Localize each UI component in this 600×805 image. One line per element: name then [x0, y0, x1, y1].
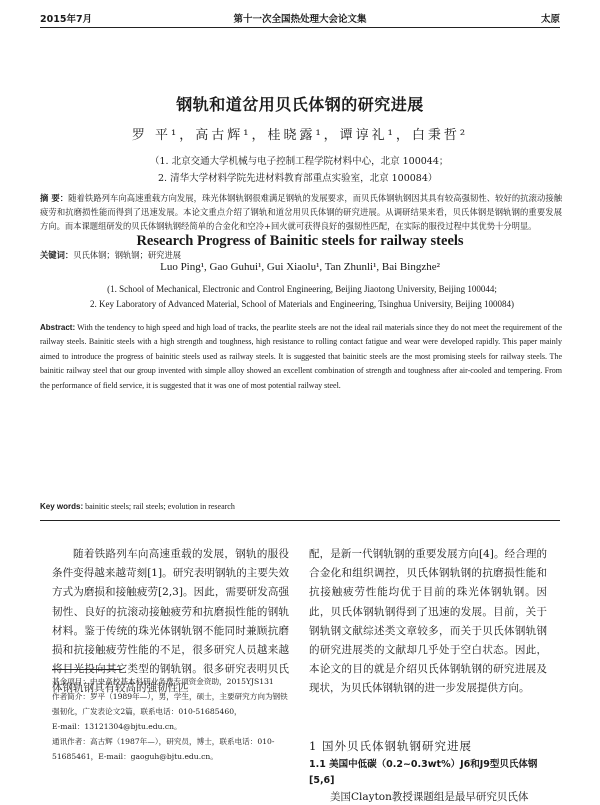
- cn-affiliation-2: 2. 清华大学材料学院先进材料教育部重点实验室，北京 100084）: [158, 173, 438, 184]
- header-rule: [40, 27, 560, 28]
- en-title: Research Progress of Bainitic steels for railway steels: [136, 233, 464, 249]
- en-keywords-text: bainitic steels; rail steels; evolution in research: [85, 502, 235, 511]
- footnote-fund: 基金项目：中央高校基本科研业务费专项资金资助，2015YJS131: [52, 677, 274, 686]
- footnotes: [52, 674, 292, 764]
- body-left-paragraph: 随着铁路列车向高速重载的发展，钢轨的服役条件变得越来越苛刻[1]。研究表明钢轨的主要失效方式为磨损和接触疲劳[2,3]。因此，需要研发高强韧性、良好的抗滚动接触疲劳和抗磨损性能的钢轨材料。鉴于传统的珠光体钢轨钢不能同时兼顾抗磨损和抗接触疲劳性能的不足，很多研究人员越来越将目光投向其它类型的钢轨钢。很多研究表明贝氏体钢轨钢具有较高的强韧性匹: [52, 548, 289, 695]
- cn-title: 钢轨和道岔用贝氏体钢的研究进展: [176, 95, 424, 114]
- cn-keywords-text: 贝氏体钢；钢轨钢；研究进展: [73, 250, 182, 260]
- footnote-email: E-mail：13121304@bjtu.edu.cn。: [52, 722, 182, 731]
- body-last-line: 美国Clayton教授课题组是最早研究贝氏体: [330, 791, 529, 803]
- cn-abstract-text: 随着铁路列车向高速重载方向发展，珠光体钢轨钢很难满足钢轨的发展要求，而贝氏体钢轨钢因其具有较高强韧性、较好的抗滚动接触疲劳和抗磨损性能而得到了迅速发展。本论文重点介绍了钢轨和道岔用贝氏体钢的研究进展。从调研结果来看，贝氏体钢是钢轨钢的重要发展方向。而本课题组研发的贝氏体钢轨钢经简单的合金化和空冷+回火就可获得良好的强韧性匹配，在实际的服役过程中其优势十分明显。: [40, 193, 562, 231]
- en-affiliation-2: 2. Key Laboratory of Advanced Material, School of Materials and Engineering, Tsinghua University, Beijing 100084): [89, 299, 515, 309]
- en-keywords-label: Key words:: [40, 502, 84, 511]
- footnote-author-info: 作者简介：罗平（1989年—），男，学生，硕士，主要研究方向为钢铁强韧化，广发表论文2篇，联系电话：010-51685460，: [52, 692, 288, 716]
- en-abstract-label: Abstract:: [40, 323, 76, 332]
- en-authors: Luo Ping¹, Gao Guhui¹, Gui Xiaolu¹, Tan Zhunli¹, Bai Bingzhe²: [160, 261, 440, 273]
- cn-keywords-label: 关键词：: [40, 250, 74, 260]
- footnote-corresponding: 通讯作者：高古辉（1987年—），研究员，博士，联系电话：010-51685461，E-mail：gaoguh@bjtu.edu.cn。: [52, 737, 275, 761]
- en-abstract-text: With the tendency to high speed and high load of tracks, the pearlite steels are not the ideal rail materials since they do not meet the requirement of the railway steels. Bainitic steels with a high strength and toughness, high resistance to rolling contact fatigue and wear were developed rapidly. This paper mainly aimed to introduce the progress of bainitic steels used as railway steels. It is suggested that bainitic steels are the most promising steels for railway steels. The bainitic railway steel that our group invented with simple alloy showed an excellent combination of strength and toughness after air-cooled and tempering. From the performance of field service, it is suggested that it was one of most potential railway steel.: [40, 323, 562, 390]
- cn-affiliation-1: （1. 北京交通大学机械与电子控制工程学院材料中心，北京 100044；: [150, 156, 449, 167]
- body-right-paragraph: 配，是新一代钢轨钢的重要发展方向[4]。经合理的合金化和组织调控，贝氏体钢轨钢的抗磨损性能和抗接触疲劳性能均优于目前的珠光体钢轨钢。因此，贝氏体钢轨钢得到了迅速的发展。目前，关于钢轨钢文献综述类文章较多，而关于贝氏体钢轨钢的研究进展类的文献却几乎处于空白状态。因此，本论文的目的就是介绍贝氏体钢轨钢的研究进展及现状，为贝氏体钢轨钢的进一步发展提供方向。: [309, 548, 547, 695]
- cn-abstract-label: 摘 要：: [40, 193, 69, 203]
- cn-keywords: [40, 248, 562, 262]
- subsection-heading: 1.1 美国中低碳（0.2~0.3wt%）J6和J9型贝氏体钢[5,6]: [309, 759, 538, 786]
- en-keywords: [40, 502, 562, 511]
- abstract-rule: [40, 520, 560, 521]
- section-heading: 1 国外贝氏体钢轨钢研究进展: [309, 739, 472, 753]
- running-header: [40, 11, 560, 25]
- cn-abstract: [40, 191, 562, 233]
- en-affiliation-1: (1. School of Mechanical, Electronic and Control Engineering, Beijing Jiaotong University, Beijing 100044;: [107, 284, 497, 294]
- footnote-rule: [52, 669, 122, 670]
- header-proceedings: 第十一次全国热处理大会论文集: [233, 14, 367, 25]
- en-abstract: [40, 321, 562, 393]
- header-location: 太原: [540, 14, 560, 25]
- header-date: 2015年7月: [40, 14, 93, 25]
- cn-authors: 罗 平¹，高古辉¹，桂晓露¹，谭谆礼¹，白秉哲²: [131, 128, 469, 143]
